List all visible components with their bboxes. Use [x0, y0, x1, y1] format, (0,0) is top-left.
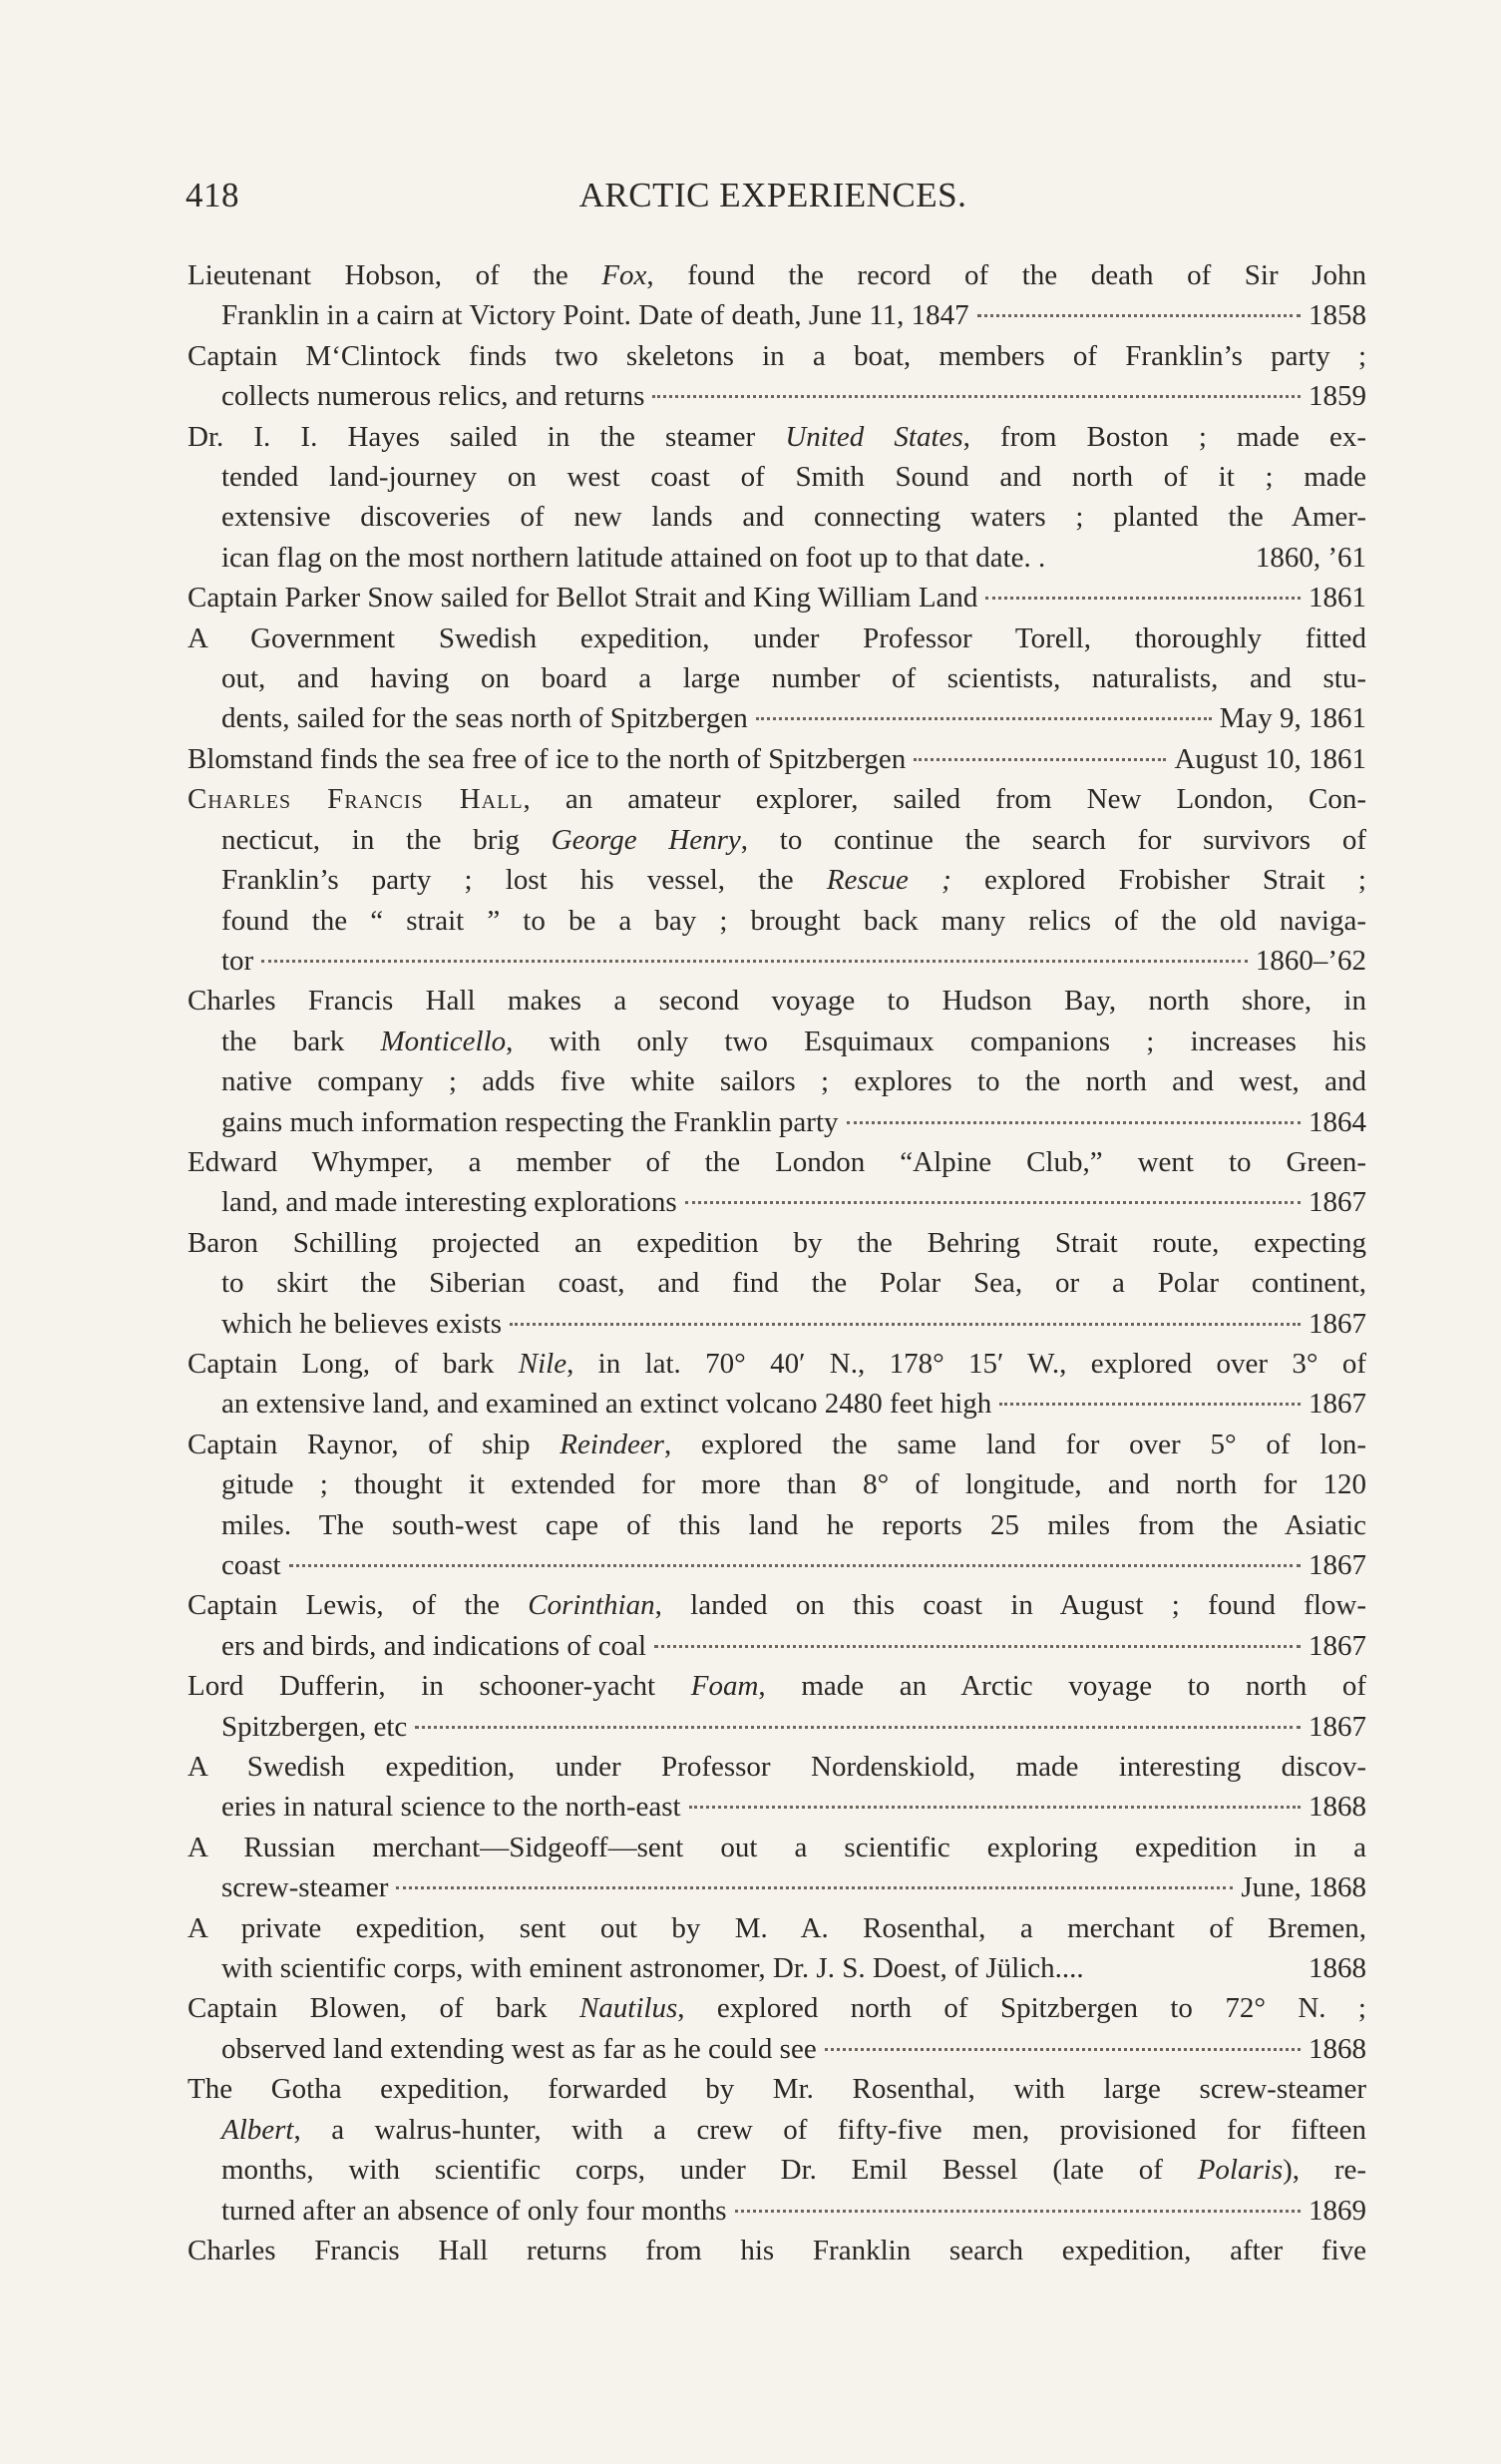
dot-leader	[985, 597, 1301, 600]
text-segment: Lieutenant Hobson, of the	[188, 259, 602, 291]
entry-text	[221, 1867, 388, 1907]
chronology-entry	[188, 1828, 1366, 1908]
entry-line	[188, 2191, 1366, 2231]
text-segment: the bark	[221, 1025, 381, 1057]
vessel-name: Nile	[518, 1347, 567, 1380]
text-segment: Spitzbergen, etc	[221, 1710, 408, 1743]
entry-text	[221, 2191, 727, 2231]
entry-line	[188, 1707, 1366, 1747]
text-segment: A private expedition, sent out by M. A. Rosenthal, a merchant of Bremen,	[188, 1911, 1366, 1944]
dot-leader	[510, 1323, 1301, 1326]
chronology-entry	[188, 336, 1366, 417]
entry-text	[221, 1545, 281, 1585]
entry-line	[188, 376, 1366, 416]
entry-line	[188, 1142, 1366, 1182]
text-segment: an extensive land, and examined an extinct volcano 2480 feet high	[221, 1388, 992, 1421]
text-segment: Captain Blowen, of bark	[188, 1992, 579, 2025]
entry-line	[188, 578, 1366, 617]
entry-line	[188, 1384, 1366, 1424]
entry-date: 1869	[1309, 2194, 1366, 2227]
text-segment: with scientific corps, with eminent astronomer, Dr. J. S. Doest, of Jülich....	[221, 1952, 1084, 1985]
entry-line	[188, 1464, 1366, 1504]
dot-leader	[825, 2048, 1301, 2051]
text-segment: A Russian merchant—Sidgeoff—sent out a scientific exploring expedition in a	[188, 1831, 1366, 1863]
entry-line	[188, 1908, 1366, 1948]
entry-line	[188, 1867, 1366, 1907]
chronology-entry	[188, 1425, 1366, 1586]
entry-text	[221, 698, 748, 738]
chronology-entry	[188, 1908, 1366, 1989]
dot-leader	[914, 758, 1166, 761]
entry-line	[188, 1505, 1366, 1545]
text-segment: extensive discoveries of new lands and connecting waters ; planted the Amer-	[221, 501, 1366, 534]
entry-date: 1868	[1309, 1791, 1366, 1824]
entry-line	[188, 1304, 1366, 1344]
entry-date: 1868	[1309, 1952, 1366, 1985]
entry-line	[188, 1585, 1366, 1625]
entry-date: 1858	[1309, 299, 1366, 332]
entry-text	[221, 1626, 646, 1666]
text-segment: explored Frobisher Strait ;	[950, 864, 1366, 897]
text-segment: dents, sailed for the seas north of Spitzbergen	[221, 702, 748, 735]
text-segment: , from Boston ; made ex-	[962, 420, 1366, 453]
chronology-entry	[188, 1585, 1366, 1666]
dot-leader	[654, 1645, 1301, 1648]
entry-date: 1867	[1309, 1307, 1366, 1340]
page-header	[186, 176, 1360, 223]
entry-line	[188, 1666, 1366, 1706]
text-segment: months, with scientific corps, under Dr. Emil Bessel (late of	[221, 2154, 1198, 2187]
text-segment: ican flag on the most northern latitude attained on foot up to that date. .	[221, 541, 1046, 574]
dot-leader	[977, 314, 1301, 317]
vessel-name: Fox	[601, 259, 647, 291]
entry-line	[188, 2231, 1366, 2270]
entry-text	[221, 1384, 991, 1424]
chronology-entry	[188, 1747, 1366, 1828]
text-segment: observed land extending west as far as he could see	[221, 2032, 817, 2065]
dot-leader	[396, 1886, 1233, 1889]
text-segment: , made an Arctic voyage to north of	[758, 1670, 1366, 1703]
text-segment: ), re-	[1283, 2154, 1366, 2187]
vessel-name: George Henry	[551, 823, 741, 856]
text-segment: land, and made interesting explorations	[221, 1186, 677, 1219]
text-segment: coast	[221, 1549, 281, 1581]
entry-line	[188, 295, 1366, 335]
dot-leader	[261, 960, 1248, 963]
vessel-name: Corinthian	[528, 1589, 655, 1622]
entry-line	[188, 1102, 1366, 1142]
vessel-name: Monticello	[380, 1025, 507, 1057]
entry-line	[188, 1787, 1366, 1827]
text-segment: Charles Francis Hall makes a second voyage to Hudson Bay, north shore, in	[188, 985, 1366, 1018]
text-segment: eries in natural science to the north-east	[221, 1791, 681, 1824]
chronology-entry	[188, 1223, 1366, 1344]
vessel-name: Rescue ;	[826, 864, 951, 897]
entry-line	[188, 1344, 1366, 1384]
vessel-name: Albert	[221, 2113, 294, 2146]
text-segment: Captain Long, of bark	[188, 1347, 519, 1380]
chronology-entry	[188, 1142, 1366, 1223]
entry-line	[188, 1061, 1366, 1101]
entry-line	[188, 618, 1366, 658]
text-segment: turned after an absence of only four months	[221, 2194, 727, 2227]
entry-text	[221, 1102, 839, 1142]
entry-line	[188, 1988, 1366, 2028]
dot-leader	[689, 1806, 1301, 1809]
text-segment: , an amateur explorer, sailed from New London, Con-	[523, 783, 1366, 816]
entry-line	[188, 1948, 1366, 1988]
text-segment: , a walrus-hunter, with a crew of fifty-five men, provisioned for fifteen	[293, 2113, 1366, 2146]
text-segment: screw-steamer	[221, 1871, 389, 1904]
entry-text	[221, 941, 253, 981]
text-segment: Franklin in a cairn at Victory Point. Date of death, June 11, 1847	[221, 299, 969, 332]
text-segment: native company ; adds five white sailors ; explores to the north and west, and	[221, 1065, 1366, 1098]
entry-date: 1867	[1309, 1549, 1366, 1581]
text-segment: tor	[221, 944, 254, 977]
entry-line	[188, 2150, 1366, 2190]
entry-line	[188, 658, 1366, 698]
text-segment: gitude ; thought it extended for more than 8° of longitude, and north for 120	[221, 1468, 1366, 1501]
entry-text	[221, 1182, 677, 1222]
entry-line	[188, 2069, 1366, 2109]
dot-leader	[415, 1726, 1301, 1729]
text-segment: The Gotha expedition, forwarded by Mr. Rosenthal, with large screw-steamer	[188, 2073, 1366, 2106]
vessel-name: Polaris	[1197, 2154, 1284, 2187]
chronology-entry	[188, 618, 1366, 739]
entry-line	[188, 1828, 1366, 1867]
dot-leader	[289, 1564, 1301, 1567]
text-segment: Lord Dufferin, in schooner-yacht	[188, 1670, 691, 1703]
entry-line	[188, 1545, 1366, 1585]
text-segment: A Swedish expedition, under Professor Nordenskiold, made interesting discov-	[188, 1751, 1366, 1784]
entry-line	[188, 820, 1366, 860]
dot-leader	[685, 1201, 1301, 1204]
text-segment: , in lat. 70° 40′ N., 178° 15′ W., explored over 3° of	[566, 1347, 1366, 1380]
text-segment: Captain Raynor, of ship	[188, 1428, 561, 1460]
text-segment: collects numerous relics, and returns	[221, 380, 645, 413]
entry-text	[221, 376, 644, 416]
text-segment: Edward Whymper, a member of the London “Alpine Club,” went to Green-	[188, 1145, 1366, 1178]
vessel-name: Nautilus	[578, 1992, 678, 2025]
chronology-entry	[188, 981, 1366, 1142]
entry-date: August 10, 1861	[1174, 742, 1366, 775]
text-segment: which he believes exists	[221, 1307, 503, 1340]
entry-text	[221, 1304, 502, 1344]
chronology-entry	[188, 1988, 1366, 2069]
text-segment: , found the record of the death of Sir John	[646, 259, 1366, 291]
chronology-entry	[188, 1344, 1366, 1425]
chronology-entry	[188, 255, 1366, 336]
entry-line	[188, 2110, 1366, 2150]
page-number: 418	[186, 176, 239, 214]
entry-date: 1867	[1309, 1710, 1366, 1743]
entry-line	[188, 255, 1366, 295]
text-segment: Dr. I. I. Hayes sailed in the steamer	[188, 420, 786, 453]
entry-line	[188, 860, 1366, 900]
chronology-entry	[188, 578, 1366, 617]
text-segment: Franklin’s party ; lost his vessel, the	[221, 864, 827, 897]
entry-line	[188, 901, 1366, 941]
entry-line	[188, 1425, 1366, 1464]
entry-text	[221, 1787, 681, 1827]
text-segment: , to continue the search for survivors of	[740, 823, 1366, 856]
entry-date: June, 1868	[1241, 1871, 1366, 1904]
text-segment: Captain Lewis, of the	[188, 1589, 529, 1622]
dot-leader	[652, 395, 1301, 398]
entry-line	[188, 497, 1366, 537]
entry-line	[188, 779, 1366, 819]
entry-line	[188, 941, 1366, 981]
text-segment: ers and birds, and indications of coal	[221, 1629, 647, 1662]
entry-line	[188, 417, 1366, 457]
entry-line	[188, 1626, 1366, 1666]
text-segment: Blomstand finds the sea free of ice to the north of Spitzbergen	[188, 742, 907, 775]
entry-line	[188, 1022, 1366, 1061]
entry-line	[188, 1182, 1366, 1222]
text-segment: Captain M‘Clintock finds two skeletons in a boat, members of Franklin’s party ;	[188, 339, 1366, 372]
chronology-entry	[188, 779, 1366, 981]
vessel-name: United States	[785, 420, 963, 453]
entry-date: 1864	[1309, 1105, 1366, 1138]
entry-date: 1868	[1309, 2032, 1366, 2065]
entry-line	[188, 1263, 1366, 1303]
entry-date: 1860–’62	[1255, 944, 1366, 977]
dot-leader	[847, 1121, 1301, 1124]
text-segment: Captain Parker Snow sailed for Bellot Strait and King William Land	[188, 582, 978, 615]
entry-line	[188, 457, 1366, 497]
text-segment: out, and having on board a large number of scientists, naturalists, and stu-	[221, 662, 1366, 695]
running-head: ARCTIC EXPERIENCES.	[578, 176, 967, 214]
entry-text	[188, 739, 906, 779]
entry-line	[188, 739, 1366, 779]
text-segment: necticut, in the brig	[221, 823, 552, 856]
entry-line	[188, 2029, 1366, 2069]
dot-leader	[735, 2210, 1301, 2213]
text-segment: found the “ strait ” to be a bay ; brought back many relics of the old naviga-	[221, 904, 1366, 937]
text-segment: , landed on this coast in August ; found flow-	[654, 1589, 1366, 1622]
entry-date: 1860, ’61	[1255, 541, 1366, 574]
text-segment: miles. The south-west cape of this land he reports 25 miles from the Asiatic	[221, 1508, 1366, 1541]
dot-leader	[999, 1403, 1301, 1406]
text-segment: Charles Francis Hall returns from his Franklin search expedition, after five	[188, 2234, 1366, 2266]
entry-date: 1859	[1309, 380, 1366, 413]
text-segment: , with only two Esquimaux companions ; increases his	[506, 1025, 1366, 1057]
vessel-name: Reindeer	[560, 1428, 664, 1460]
text-segment: A Government Swedish expedition, under Professor Torell, thoroughly fitted	[188, 621, 1366, 654]
chronology-entry	[188, 2231, 1366, 2270]
entry-line	[188, 336, 1366, 376]
chronology-entry	[188, 1666, 1366, 1747]
entry-line	[188, 698, 1366, 738]
chronology-entry	[188, 417, 1366, 579]
entry-text	[221, 1707, 407, 1747]
chronology-entry	[188, 739, 1366, 779]
entry-line	[188, 538, 1366, 578]
text-segment: to skirt the Siberian coast, and find the Polar Sea, or a Polar continent,	[221, 1267, 1366, 1300]
chronology-list	[188, 255, 1366, 2270]
text-segment: gains much information respecting the Franklin party	[221, 1105, 839, 1138]
entry-date: 1867	[1309, 1629, 1366, 1662]
entry-date: May 9, 1861	[1219, 702, 1366, 735]
text-segment: , explored the same land for over 5° of lon-	[663, 1428, 1366, 1460]
text-segment: , explored north of Spitzbergen to 72° N. ;	[677, 1992, 1366, 2025]
entry-date: 1867	[1309, 1186, 1366, 1219]
vessel-name: Foam	[690, 1670, 759, 1703]
entry-text	[188, 578, 977, 617]
chronology-entry	[188, 2069, 1366, 2231]
text-segment: tended land-journey on west coast of Smith Sound and north of it ; made	[221, 461, 1366, 494]
small-caps-name: Charles Francis Hall	[188, 783, 524, 816]
entry-text	[221, 295, 969, 335]
dot-leader	[756, 717, 1212, 720]
entry-text	[221, 2029, 817, 2069]
entry-line	[188, 1747, 1366, 1787]
text-segment: Baron Schilling projected an expedition by the Behring Strait route, expecting	[188, 1226, 1366, 1259]
entry-line	[188, 1223, 1366, 1263]
entry-line	[188, 981, 1366, 1021]
entry-date: 1867	[1309, 1388, 1366, 1421]
entry-date: 1861	[1309, 582, 1366, 615]
